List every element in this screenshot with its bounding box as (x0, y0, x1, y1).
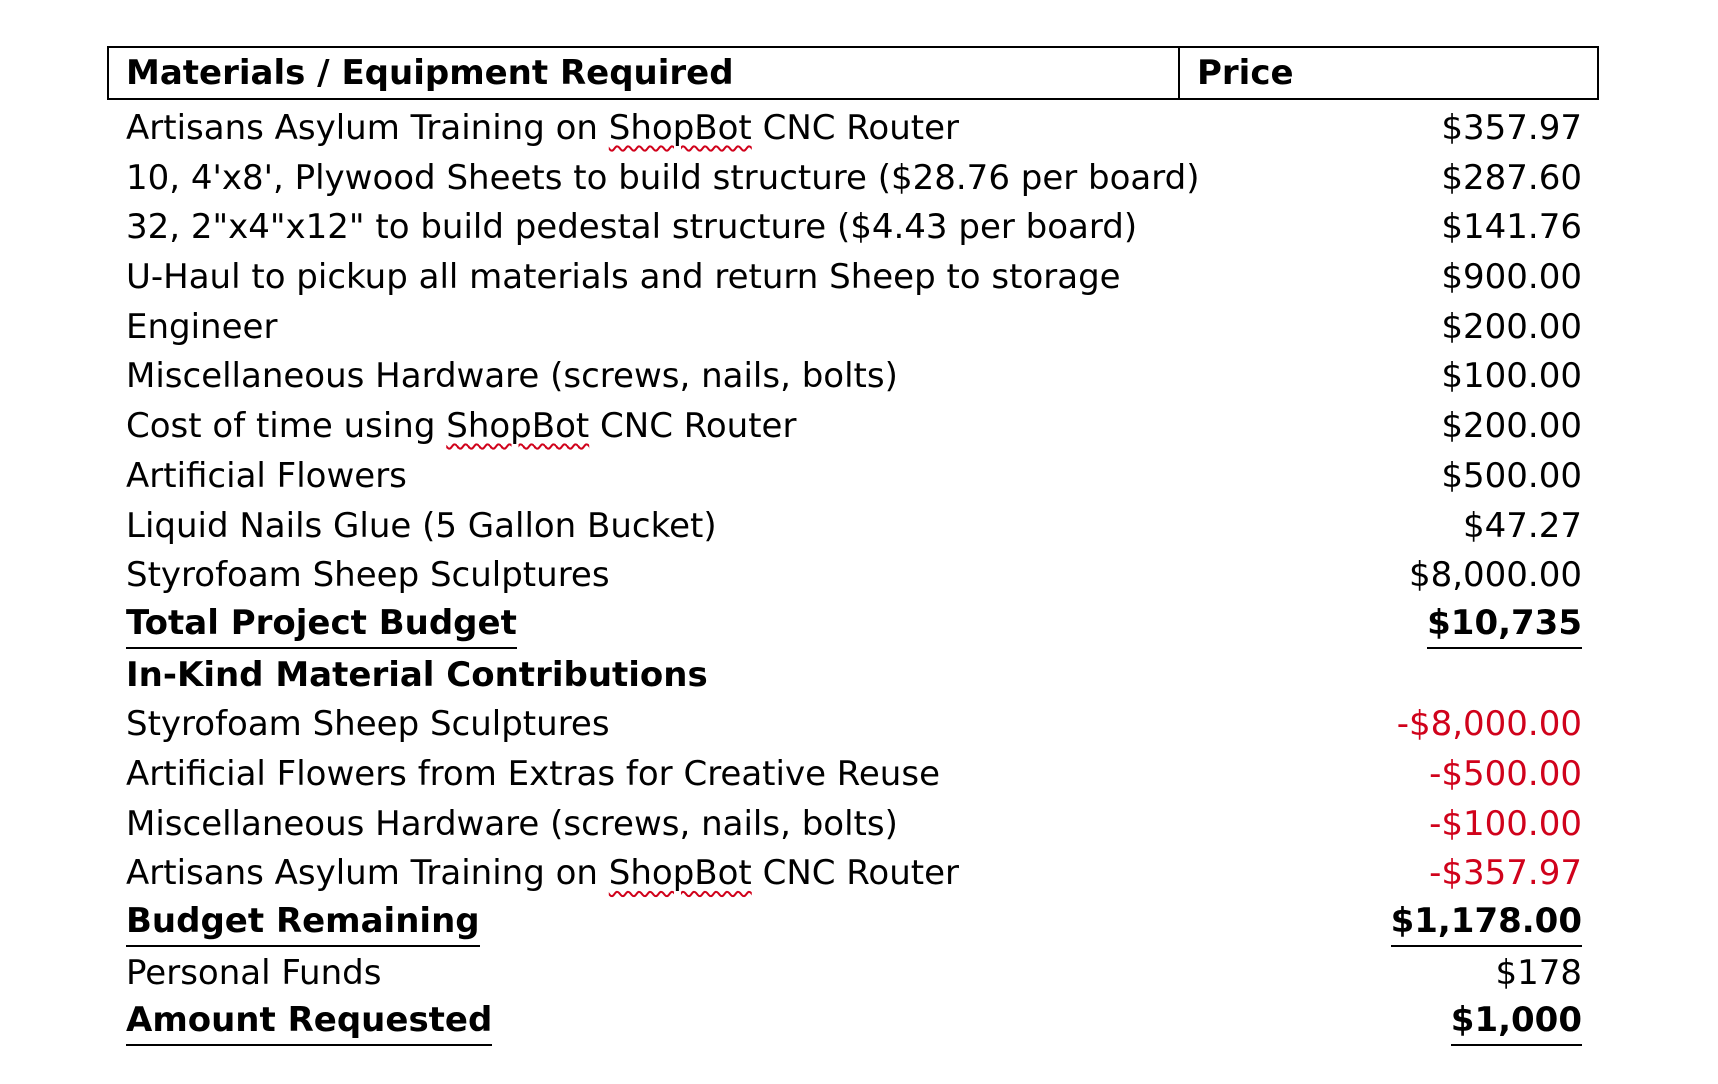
amount-requested-label: Amount Requested (126, 998, 492, 1046)
personal-funds-row (107, 949, 1599, 999)
row-price: $287.60 (1441, 157, 1582, 198)
row-price: $200.00 (1441, 406, 1582, 447)
row-item: Artisans Asylum Training on ShopBot CNC Router (126, 853, 959, 894)
row-price-negative: -$500.00 (1429, 753, 1582, 794)
total-budget-label: Total Project Budget (126, 601, 517, 649)
table-row (107, 849, 1599, 899)
personal-funds-value: $178 (1495, 952, 1582, 993)
table-row (107, 800, 1599, 850)
row-item: Miscellaneous Hardware (screws, nails, bolts) (126, 803, 898, 844)
budget-remaining-value: $1,178.00 (1391, 899, 1582, 947)
row-item: Artisans Asylum Training on ShopBot CNC Router (126, 108, 959, 148)
table-row (107, 551, 1599, 601)
row-price: $200.00 (1441, 306, 1582, 347)
row-price-negative: -$357.97 (1429, 853, 1582, 894)
total-budget-value: $10,735 (1427, 601, 1582, 649)
row-price-negative: -$8,000.00 (1396, 704, 1582, 745)
row-price: $47.27 (1463, 505, 1582, 546)
row-item: 10, 4'x8', Plywood Sheets to build structure ($28.76 per board) (126, 157, 1200, 198)
row-price: $357.97 (1441, 108, 1582, 148)
row-price: $900.00 (1441, 257, 1582, 298)
row-item: U-Haul to pickup all materials and return Sheep to storage (126, 257, 1121, 298)
table-row (107, 750, 1599, 800)
table-header (107, 46, 1599, 100)
row-price: $141.76 (1441, 207, 1582, 248)
table-row (107, 303, 1599, 353)
row-item: Artificial Flowers from Extras for Creative Reuse (126, 753, 940, 794)
in-kind-heading: In-Kind Material Contributions (126, 654, 708, 695)
budget-remaining-label: Budget Remaining (126, 899, 480, 947)
row-price: $500.00 (1441, 455, 1582, 496)
table-row (107, 352, 1599, 402)
header-price: Price (1197, 53, 1294, 93)
row-price: $8,000.00 (1408, 555, 1582, 596)
table-row (107, 253, 1599, 303)
table-row (107, 402, 1599, 452)
personal-funds-label: Personal Funds (126, 952, 382, 993)
row-item: Liquid Nails Glue (5 Gallon Bucket) (126, 505, 717, 546)
row-item: Styrofoam Sheep Sculptures (126, 555, 610, 596)
row-item: Artificial Flowers (126, 455, 407, 496)
row-item: Miscellaneous Hardware (screws, nails, bolts) (126, 356, 898, 397)
total-budget-row (107, 601, 1599, 651)
table-row (107, 700, 1599, 750)
row-item: Cost of time using ShopBot CNC Router (126, 406, 797, 447)
row-item: Engineer (126, 306, 278, 347)
header-materials: Materials / Equipment Required (109, 48, 1180, 98)
table-row (107, 203, 1599, 253)
in-kind-heading-row (107, 651, 1599, 701)
budget-remaining-row (107, 899, 1599, 949)
amount-requested-row (107, 998, 1599, 1048)
table-row (107, 104, 1599, 154)
table-row (107, 502, 1599, 552)
row-item: Styrofoam Sheep Sculptures (126, 704, 610, 745)
budget-table (107, 46, 1599, 1048)
row-price: $100.00 (1441, 356, 1582, 397)
table-body (107, 100, 1599, 1048)
row-item: 32, 2"x4"x12" to build pedestal structure ($4.43 per board) (126, 207, 1138, 248)
amount-requested-value: $1,000 (1451, 998, 1582, 1046)
table-row (107, 154, 1599, 204)
table-row (107, 452, 1599, 502)
row-price-negative: -$100.00 (1429, 803, 1582, 844)
